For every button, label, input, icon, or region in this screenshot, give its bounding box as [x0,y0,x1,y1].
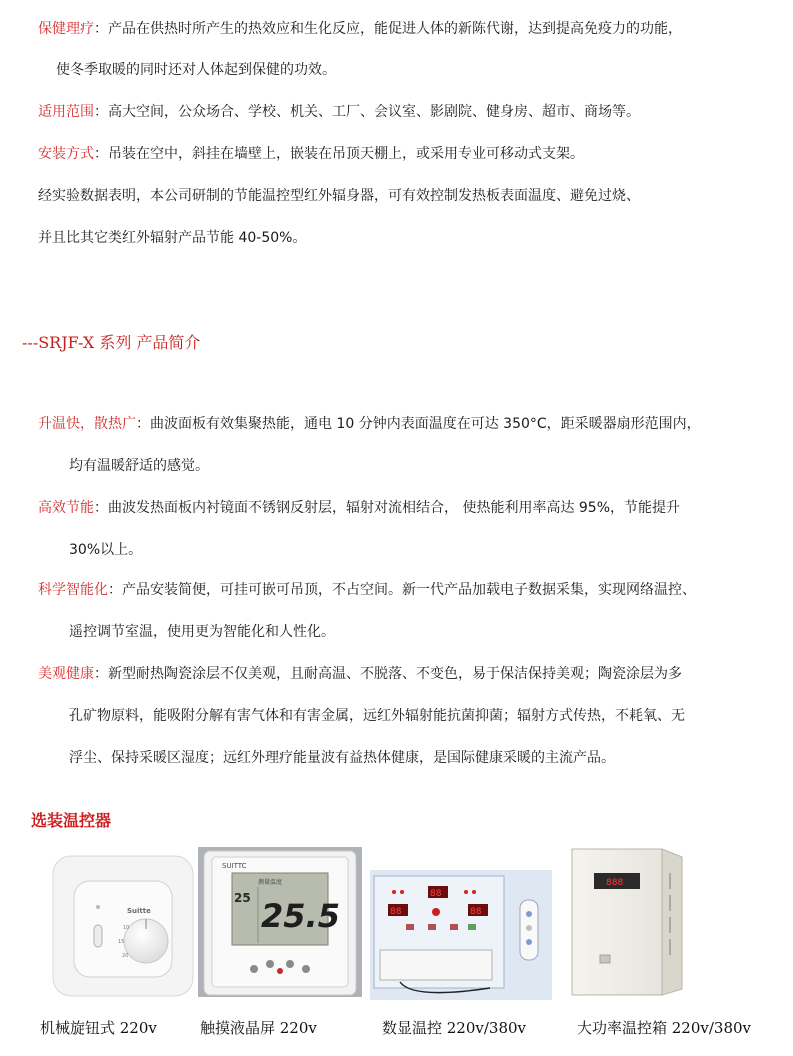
feature-fast-heating [38,414,701,434]
product-caption-digital: 数显温控 220v/380v [382,1019,527,1037]
feature-continuation: 均有温暖舒适的感觉。 [69,458,209,474]
lcd-small-reading: 25 [234,891,251,905]
svg-text:88: 88 [390,907,402,917]
feature-label: 科学智能化 [38,582,108,598]
product-caption-control-box: 大功率温控箱 220v/380v [577,1019,752,1037]
svg-text:15: 15 [118,939,125,945]
digital-thermostat-panel-image [370,870,552,1000]
lcd-reading: 25.5 [261,897,340,935]
svg-text:20: 20 [122,953,129,959]
paragraph-continuation: 使冬季取暖的同时还对人体起到保健的功效。 [56,62,336,78]
product-caption-lcd: 触摸液晶屏 220v [200,1019,317,1037]
svg-text:测量温度: 测量温度 [258,879,283,886]
feature-text: ：产品安装简便，可挂可嵌可吊顶，不占空间。新一代产品加载电子数据采集，实现网络温控、 [108,582,696,598]
paragraph-experiment-line2: 并且比其它类红外辐射产品节能 40-50%。 [38,230,307,246]
feature-continuation: 30%以上。 [69,542,143,558]
feature-healthy [38,664,682,684]
feature-continuation: 浮尘、保持采暖区湿度；远红外理疗能量波有益热体健康，是国际健康采暖的主流产品。 [69,750,615,766]
paragraph-label: 安装方式 [38,146,94,162]
feature-text: ：曲波面板有效集聚热能，通电 10 分钟内表面温度在可达 350°C，距采暖器扇形范围内， [136,416,701,432]
series-heading: ---SRJF-X 系列 产品简介 [22,333,201,352]
feature-text: ：曲波发热面板内衬镜面不锈钢反射层，辐射对流相结合， 使热能利用率高达 95%，节能提升 [94,500,681,516]
control-box-image [566,843,688,997]
thermostat-heading: 选装温控器 [31,811,112,830]
product-caption-mechanical: 机械旋钮式 220v [40,1019,157,1037]
paragraph-text: ：产品在供热时所产生的热效应和生化反应，能促进人体的新陈代谢，达到提高免疫力的功能， [94,21,682,37]
paragraph-experiment-line1: 经实验数据表明，本公司研制的节能温控型红外辐身器，可有效控制发热板表面温度、避免过烧、 [38,188,640,204]
paragraph-applicable-scope [38,102,640,122]
lcd-touch-thermostat-image [198,847,362,997]
feature-continuation: 遥控调节室温，使用更为智能化和人性化。 [69,624,335,640]
paragraph-installation [38,144,584,164]
feature-text: ：新型耐热陶瓷涂层不仅美观，且耐高温、不脱落、不变色，易于保洁保持美观；陶瓷涂层为多 [94,666,682,682]
feature-label: 高效节能 [38,500,94,516]
svg-text:10: 10 [123,925,130,931]
paragraph-text: ：吊装在空中，斜挂在墙壁上，嵌装在吊顶天棚上，或采用专业可移动式支架。 [94,146,584,162]
feature-label: 升温快，散热广 [38,416,136,432]
brand-label: Suitte [127,907,151,915]
svg-text:88: 88 [470,907,482,917]
paragraph-text: ：高大空间，公众场合、学校、机关、工厂、会议室、影剧院、健身房、超市、商场等。 [94,104,640,120]
svg-text:88: 88 [430,889,442,899]
paragraph-health-therapy [38,19,682,39]
feature-energy-saving [38,498,680,518]
brand-label: SUITTC [222,862,247,870]
feature-label: 美观健康 [38,666,94,682]
svg-text:888: 888 [606,878,624,888]
feature-smart [38,580,696,600]
feature-continuation: 孔矿物原料，能吸附分解有害气体和有害金属，远红外辐射能抗菌抑菌；辐射方式传热，不耗氧、无 [69,708,685,724]
paragraph-label: 适用范围 [38,104,94,120]
mechanical-knob-thermostat-image [52,855,194,997]
paragraph-label: 保健理疗 [38,21,94,37]
